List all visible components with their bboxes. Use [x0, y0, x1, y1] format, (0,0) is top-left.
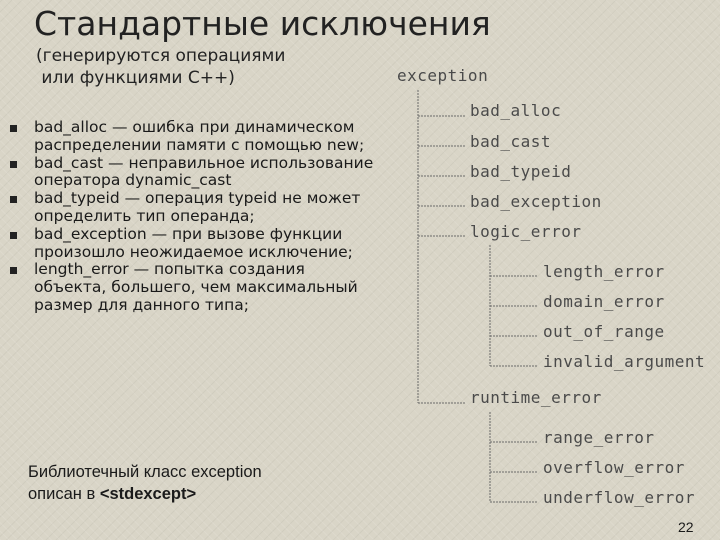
node-out-of-range: out_of_range: [543, 322, 665, 341]
node-invalid-argument: invalid_argument: [543, 352, 706, 371]
node-bad-typeid: bad_typeid: [470, 162, 572, 181]
bullet-text: bad_alloc — ошибка при динамическом распределении памяти с помощью new;: [34, 118, 365, 154]
bullet-text: bad_cast — неправильное использование оператора dynamic_cast: [34, 153, 374, 190]
slide-subtitle: (генерируются операциями или функциями С++): [36, 46, 286, 88]
node-range-error: range_error: [543, 428, 655, 447]
node-bad-exception: bad_exception: [470, 192, 602, 211]
node-overflow-error: overflow_error: [543, 458, 685, 477]
note-line-1: Библиотечный класс exception: [28, 463, 262, 481]
node-runtime-error: runtime_error: [470, 388, 602, 407]
node-exception: exception: [397, 66, 489, 85]
bullet-text: bad_typeid — операция typeid не может определить тип операнда;: [34, 189, 361, 225]
bullet-text: length_error — попытка создания объекта, большего, чем максимальный размер для данного типа;: [34, 260, 358, 314]
node-bad-alloc: bad_alloc: [470, 101, 562, 120]
node-logic-error: logic_error: [470, 222, 582, 241]
note-prefix: описан в: [28, 485, 100, 503]
node-underflow-error: underflow_error: [543, 488, 695, 507]
node-domain-error: domain_error: [543, 292, 665, 311]
header-name: <stdexcept>: [99, 485, 197, 503]
node-bad-cast: bad_cast: [470, 132, 552, 151]
bullet-text: bad_exception — при вызове функции произошло неожидаемое исключение;: [34, 224, 353, 261]
node-length-error: length_error: [543, 262, 665, 281]
slide-title: Стандартные исключения: [34, 4, 491, 43]
page-number: 22: [678, 519, 694, 535]
